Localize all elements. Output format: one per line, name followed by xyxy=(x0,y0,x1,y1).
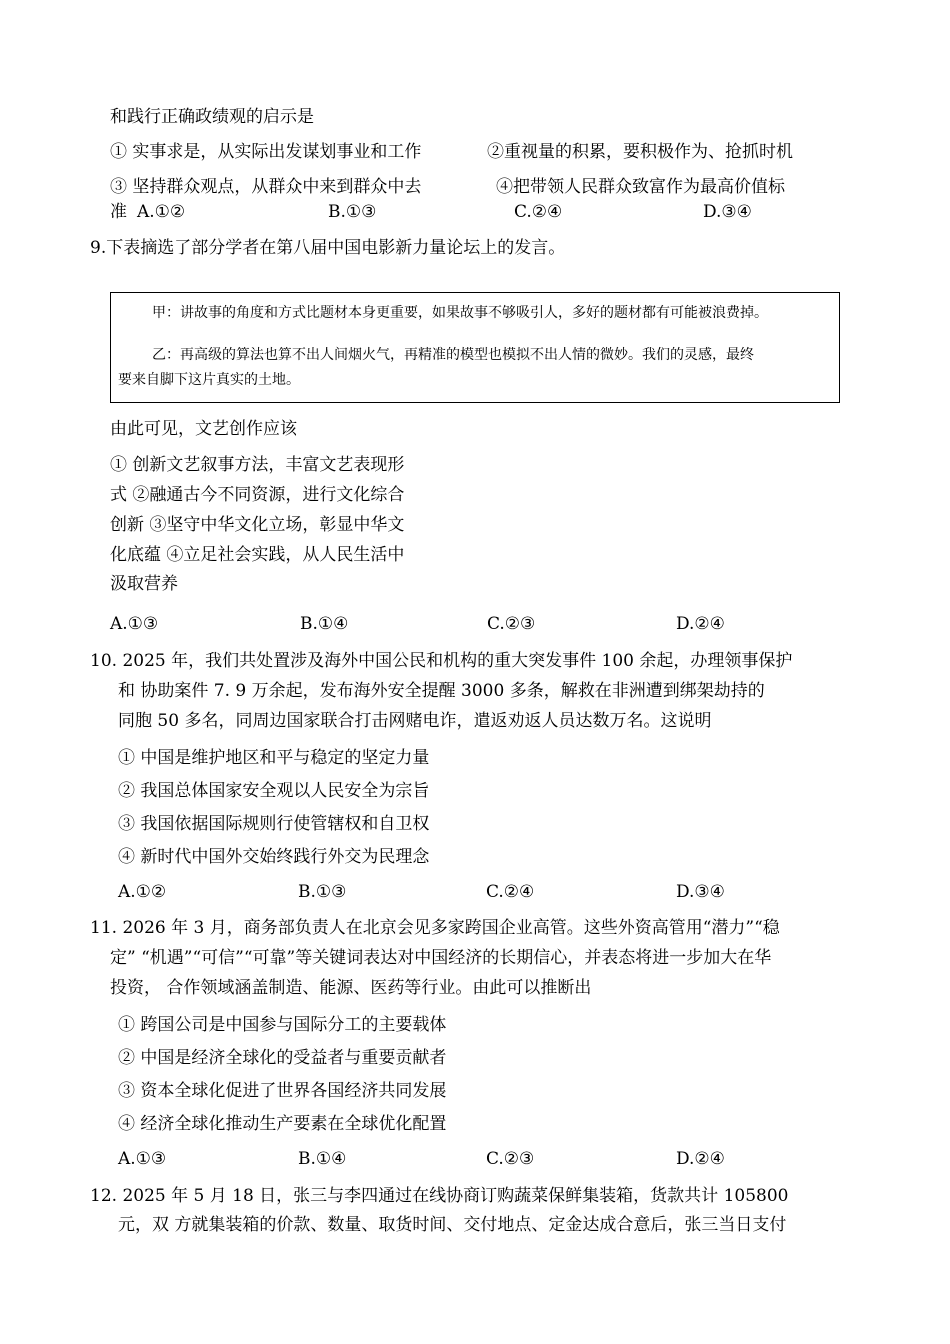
q11-option: ① 跨国公司是中国参与国际分工的主要载体 xyxy=(118,1015,447,1035)
q9-quote-a: 甲：讲故事的角度和方式比题材本身更重要，如果故事不够吸引人，多好的题材都有可能被浪费掉。 xyxy=(152,305,768,321)
q8-option-3: ③ 坚持群众观点，从群众中来到群众中去 xyxy=(110,177,422,197)
q10-choice-d: D.③④ xyxy=(676,882,725,902)
q10-option: ③ 我国依据国际规则行使管辖权和自卫权 xyxy=(118,814,430,834)
q9-lead: 由此可见，文艺创作应该 xyxy=(110,419,297,439)
q9-quote-b-line1: 乙：再高级的算法也算不出人间烟火气，再精准的模型也模拟不出人情的微妙。我们的灵感，最终 xyxy=(152,347,754,363)
q10-option: ② 我国总体国家安全观以人民安全为宗旨 xyxy=(118,781,430,801)
q8-option-4: ④把带领人民群众致富作为最高价值标 xyxy=(496,177,785,197)
q10-stem-line: 10. 2025 年，我们共处置涉及海外中国公民和机构的重大突发事件 100 余起，办理领事保护 xyxy=(90,651,793,671)
q10-stem-line: 同胞 50 多名，同周边国家联合打击网赌电诈，遣返劝返人员达数万名。这说明 xyxy=(118,711,712,731)
q8-option-2: ②重视量的积累，要积极作为、抢抓时机 xyxy=(487,142,793,162)
q8-stem-tail: 和践行正确政绩观的启示是 xyxy=(110,107,314,127)
q9-choice-b: B.①④ xyxy=(300,614,349,634)
q8-choice-a: A.①② xyxy=(137,202,186,222)
q11-choice-b: B.①④ xyxy=(298,1149,347,1169)
q8-choice-c: C.②④ xyxy=(514,202,563,222)
q11-option: ④ 经济全球化推动生产要素在全球优化配置 xyxy=(118,1114,447,1134)
q9-option-line: ① 创新文艺叙事方法，丰富文艺表现形 xyxy=(110,455,405,475)
q9-quote-b-line2: 要来自脚下这片真实的土地。 xyxy=(118,372,300,388)
q9-option-line: 汲取营养 xyxy=(110,574,178,594)
q11-choice-d: D.②④ xyxy=(676,1149,725,1169)
q11-choice-c: C.②③ xyxy=(486,1149,535,1169)
q12-stem-line: 元，双 方就集装箱的价款、数量、取货时间、交付地点、定金达成合意后，张三当日支付 xyxy=(118,1215,787,1235)
q10-option: ④ 新时代中国外交始终践行外交为民理念 xyxy=(118,847,430,867)
q8-choice-b: B.①③ xyxy=(328,202,377,222)
q10-choice-c: C.②④ xyxy=(486,882,535,902)
q11-stem-line: 11. 2026 年 3 月，商务部负责人在北京会见多家跨国企业高管。这些外资高管用“潜力”“稳 xyxy=(90,918,780,938)
q11-stem-line: 投资， 合作领域涵盖制造、能源、医药等行业。由此可以推断出 xyxy=(110,978,592,998)
q9-choice-d: D.②④ xyxy=(676,614,725,634)
q8-option-4-tail: 准 xyxy=(110,202,127,222)
q11-stem-line: 定” “机遇”“可信”“可靠”等关键词表达对中国经济的长期信心，并表态将进一步加大在华 xyxy=(110,948,772,968)
q8-option-1: ① 实事求是，从实际出发谋划事业和工作 xyxy=(110,142,422,162)
q11-option: ② 中国是经济全球化的受益者与重要贡献者 xyxy=(118,1048,447,1068)
q9-choice-c: C.②③ xyxy=(487,614,536,634)
q12-stem-line: 12. 2025 年 5 月 18 日，张三与李四通过在线协商订购蔬菜保鲜集装箱，货款共计 105800 xyxy=(90,1186,789,1206)
q9-option-line: 创新 ③坚守中华文化立场，彰显中华文 xyxy=(110,515,405,535)
q9-stem: 9.下表摘选了部分学者在第八届中国电影新力量论坛上的发言。 xyxy=(90,238,566,258)
q10-choice-b: B.①③ xyxy=(298,882,347,902)
q9-option-line: 化底蕴 ④立足社会实践，从人民生活中 xyxy=(110,545,405,565)
q10-choice-a: A.①② xyxy=(118,882,167,902)
q10-option: ① 中国是维护地区和平与稳定的坚定力量 xyxy=(118,748,430,768)
q11-choice-a: A.①③ xyxy=(118,1149,167,1169)
q9-option-line: 式 ②融通古今不同资源，进行文化综合 xyxy=(110,485,405,505)
q10-stem-line: 和 协助案件 7. 9 万余起，发布海外安全提醒 3000 多条，解救在非洲遭到绑架劫持的 xyxy=(118,681,765,701)
q11-option: ③ 资本全球化促进了世界各国经济共同发展 xyxy=(118,1081,447,1101)
q8-choice-d: D.③④ xyxy=(703,202,752,222)
q9-choice-a: A.①③ xyxy=(110,614,159,634)
